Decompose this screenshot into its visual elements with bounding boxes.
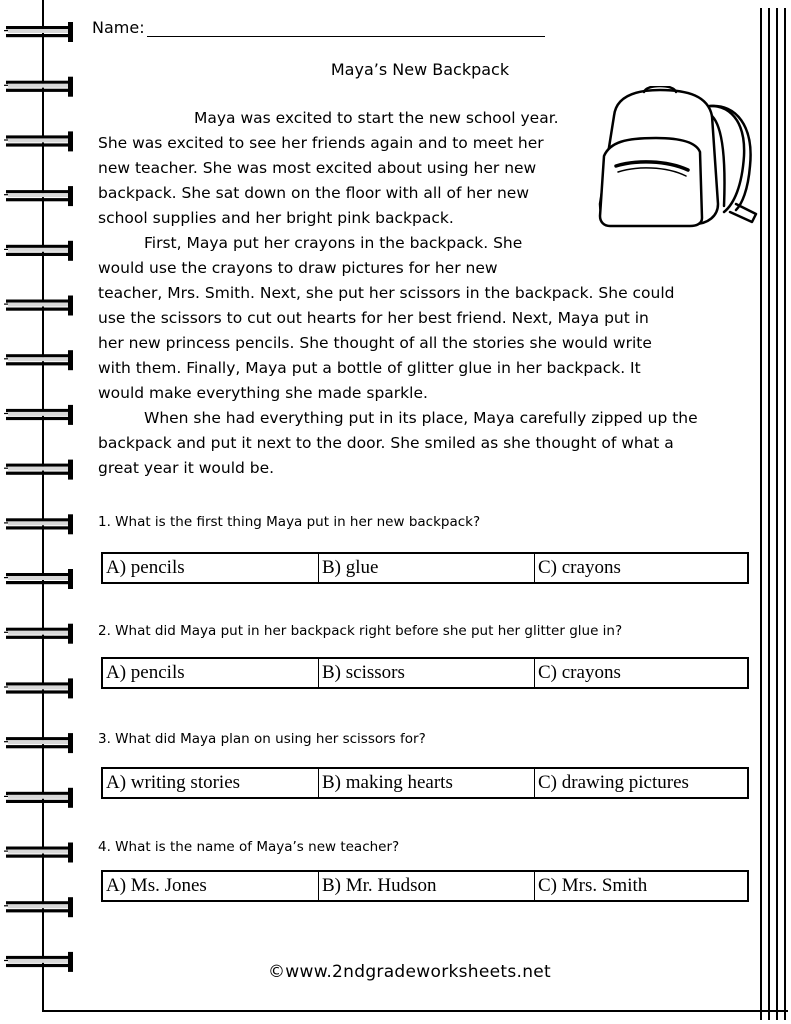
name-label: Name: bbox=[92, 18, 145, 37]
spiral-ring-icon bbox=[4, 569, 73, 589]
story-line: Maya was excited to start the new school year. bbox=[194, 109, 559, 127]
answer-option[interactable]: C) crayons bbox=[538, 662, 621, 683]
story-line: great year it would be. bbox=[98, 459, 275, 477]
page-edge bbox=[776, 8, 778, 1020]
page-edge bbox=[760, 8, 762, 1020]
spiral-ring-icon bbox=[4, 22, 73, 42]
question-3: 3. What did Maya plan on using her scissors for? bbox=[98, 731, 426, 747]
story-line: She was excited to see her friends again and to meet her bbox=[98, 134, 544, 152]
answer-option[interactable]: A) writing stories bbox=[103, 769, 319, 797]
spiral-ring-icon bbox=[4, 296, 73, 316]
story-line: use the scissors to cut out hearts for her best friend. Next, Maya put in bbox=[98, 309, 649, 327]
answer-option[interactable]: A) Ms. Jones bbox=[103, 872, 319, 900]
spiral-ring-icon bbox=[4, 788, 73, 808]
spiral-ring-icon bbox=[4, 77, 73, 97]
spiral-ring-icon bbox=[4, 897, 73, 917]
question-4: 4. What is the name of Maya’s new teacher? bbox=[98, 839, 400, 855]
story-line: her new princess pencils. She thought of all the stories she would write bbox=[98, 334, 652, 352]
story-line: would use the crayons to draw pictures for her new bbox=[98, 259, 498, 277]
spiral-ring-icon bbox=[4, 460, 73, 480]
spiral-ring-icon bbox=[4, 678, 73, 698]
story-line: school supplies and her bright pink backpack. bbox=[98, 209, 454, 227]
story-line: teacher, Mrs. Smith. Next, she put her scissors in the backpack. She could bbox=[98, 284, 675, 302]
story-line: would make everything she made sparkle. bbox=[98, 384, 428, 402]
spiral-ring-icon bbox=[4, 350, 73, 370]
spiral-ring-icon bbox=[4, 186, 73, 206]
answer-option[interactable]: A) pencils bbox=[103, 659, 319, 687]
name-line bbox=[147, 20, 545, 37]
answer-option[interactable]: B) making hearts bbox=[319, 769, 535, 797]
name-field bbox=[92, 18, 545, 37]
spiral-ring-icon bbox=[4, 405, 73, 425]
answer-option[interactable]: C) Mrs. Smith bbox=[538, 875, 648, 896]
page-edge bbox=[784, 8, 786, 1020]
story-line: backpack and put it next to the door. She smiled as she thought of what a bbox=[98, 434, 674, 452]
spiral-ring-icon bbox=[4, 952, 73, 972]
answer-option[interactable]: B) glue bbox=[319, 554, 535, 582]
story-line: backpack. She sat down on the floor with all of her new bbox=[98, 184, 530, 202]
answer-row-1 bbox=[101, 552, 749, 584]
story-text bbox=[98, 106, 750, 481]
answer-row-2 bbox=[101, 657, 749, 689]
answer-row-4 bbox=[101, 870, 749, 902]
story-line: with them. Finally, Maya put a bottle of glitter glue in her backpack. It bbox=[98, 359, 641, 377]
answer-option[interactable]: A) pencils bbox=[103, 554, 319, 582]
answer-option[interactable]: B) scissors bbox=[319, 659, 535, 687]
question-1: 1. What is the first thing Maya put in her new backpack? bbox=[98, 514, 481, 530]
answer-option[interactable]: C) drawing pictures bbox=[538, 772, 689, 793]
spiral-ring-icon bbox=[4, 843, 73, 863]
answer-option[interactable]: B) Mr. Hudson bbox=[319, 872, 535, 900]
answer-option[interactable]: C) crayons bbox=[538, 557, 621, 578]
page-title: Maya’s New Backpack bbox=[330, 60, 510, 79]
spiral-ring-icon bbox=[4, 624, 73, 644]
answer-row-3 bbox=[101, 767, 749, 799]
spiral-ring-icon bbox=[4, 131, 73, 151]
story-line: When she had everything put in its place, Maya carefully zipped up the bbox=[144, 409, 698, 427]
spiral-ring-icon bbox=[4, 241, 73, 261]
story-line: First, Maya put her crayons in the backpack. She bbox=[144, 234, 523, 252]
story-line: new teacher. She was most excited about using her new bbox=[98, 159, 537, 177]
question-2: 2. What did Maya put in her backpack right before she put her glitter glue in? bbox=[98, 623, 623, 639]
spiral-binding-icon bbox=[0, 0, 80, 1024]
footer-copyright[interactable]: ©www.2ndgradeworksheets.net bbox=[268, 962, 551, 982]
page-edge bbox=[768, 8, 770, 1020]
spiral-ring-icon bbox=[4, 733, 73, 753]
spiral-ring-icon bbox=[4, 514, 73, 534]
